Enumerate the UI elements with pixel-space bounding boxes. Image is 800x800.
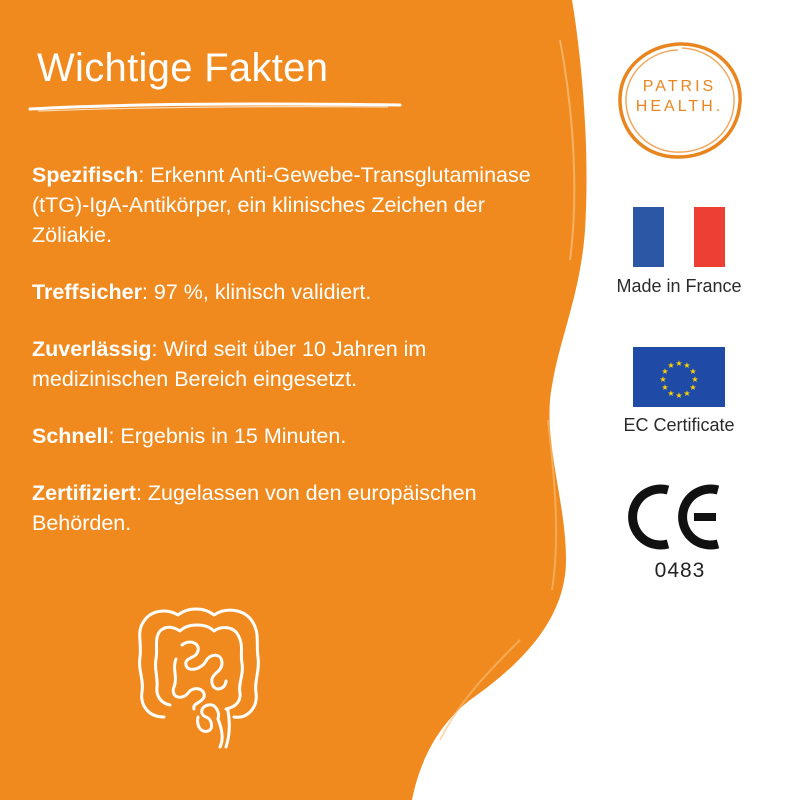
patris-health-logo — [612, 38, 747, 163]
fact-item-specific — [32, 160, 552, 250]
france-flag-icon — [633, 207, 725, 267]
fact-label: Schnell — [32, 424, 109, 448]
ce-number: 0483 — [654, 559, 706, 582]
fact-text: : Wird seit über 10 Jahren im medizinischen Bereich eingesetzt. — [32, 337, 427, 391]
svg-text:★: ★ — [683, 361, 691, 370]
fact-text: : 97 %, klinisch validiert. — [141, 280, 372, 304]
fact-item-fast — [32, 421, 552, 451]
svg-text:★: ★ — [667, 361, 675, 370]
svg-text:★: ★ — [689, 367, 697, 376]
logo-text-line1: PATRIS — [642, 78, 717, 95]
intestine-icon — [126, 597, 276, 752]
svg-text:★: ★ — [691, 375, 699, 384]
svg-text:★: ★ — [683, 389, 691, 398]
fact-label: Spezifisch — [32, 163, 139, 187]
fact-item-certified — [32, 478, 552, 538]
svg-text:★: ★ — [661, 367, 669, 376]
eu-flag-icon — [633, 347, 725, 407]
fact-item-accurate — [32, 277, 552, 307]
fact-item-reliable — [32, 334, 552, 394]
fact-label: Zertifiziert — [32, 481, 136, 505]
fact-label: Treffsicher — [32, 280, 142, 304]
page-title: Wichtige Fakten — [37, 46, 329, 90]
svg-text:★: ★ — [667, 389, 675, 398]
ce-mark-icon — [628, 482, 728, 552]
ec-certificate-label: EC Certificate — [623, 415, 735, 435]
fact-label: Zuverlässig — [32, 337, 152, 361]
svg-text:★: ★ — [689, 383, 697, 392]
svg-text:★: ★ — [675, 391, 683, 400]
logo-text-line2: HEALTH. — [635, 98, 724, 115]
title-underline — [28, 100, 403, 114]
svg-text:★: ★ — [661, 383, 669, 392]
fact-text: : Erkennt Anti-Gewebe-Transglutaminase (tTG)-IgA-Antikörper, ein klinisches Zeichen der Zöliakie. — [32, 163, 531, 247]
svg-text:★: ★ — [659, 375, 667, 384]
fact-text: : Ergebnis in 15 Minuten. — [108, 424, 347, 448]
made-in-france-label: Made in France — [616, 276, 742, 296]
svg-text:★: ★ — [675, 359, 683, 368]
fact-text: : Zugelassen von den europäischen Behörden. — [32, 481, 477, 535]
facts-list — [32, 160, 552, 565]
